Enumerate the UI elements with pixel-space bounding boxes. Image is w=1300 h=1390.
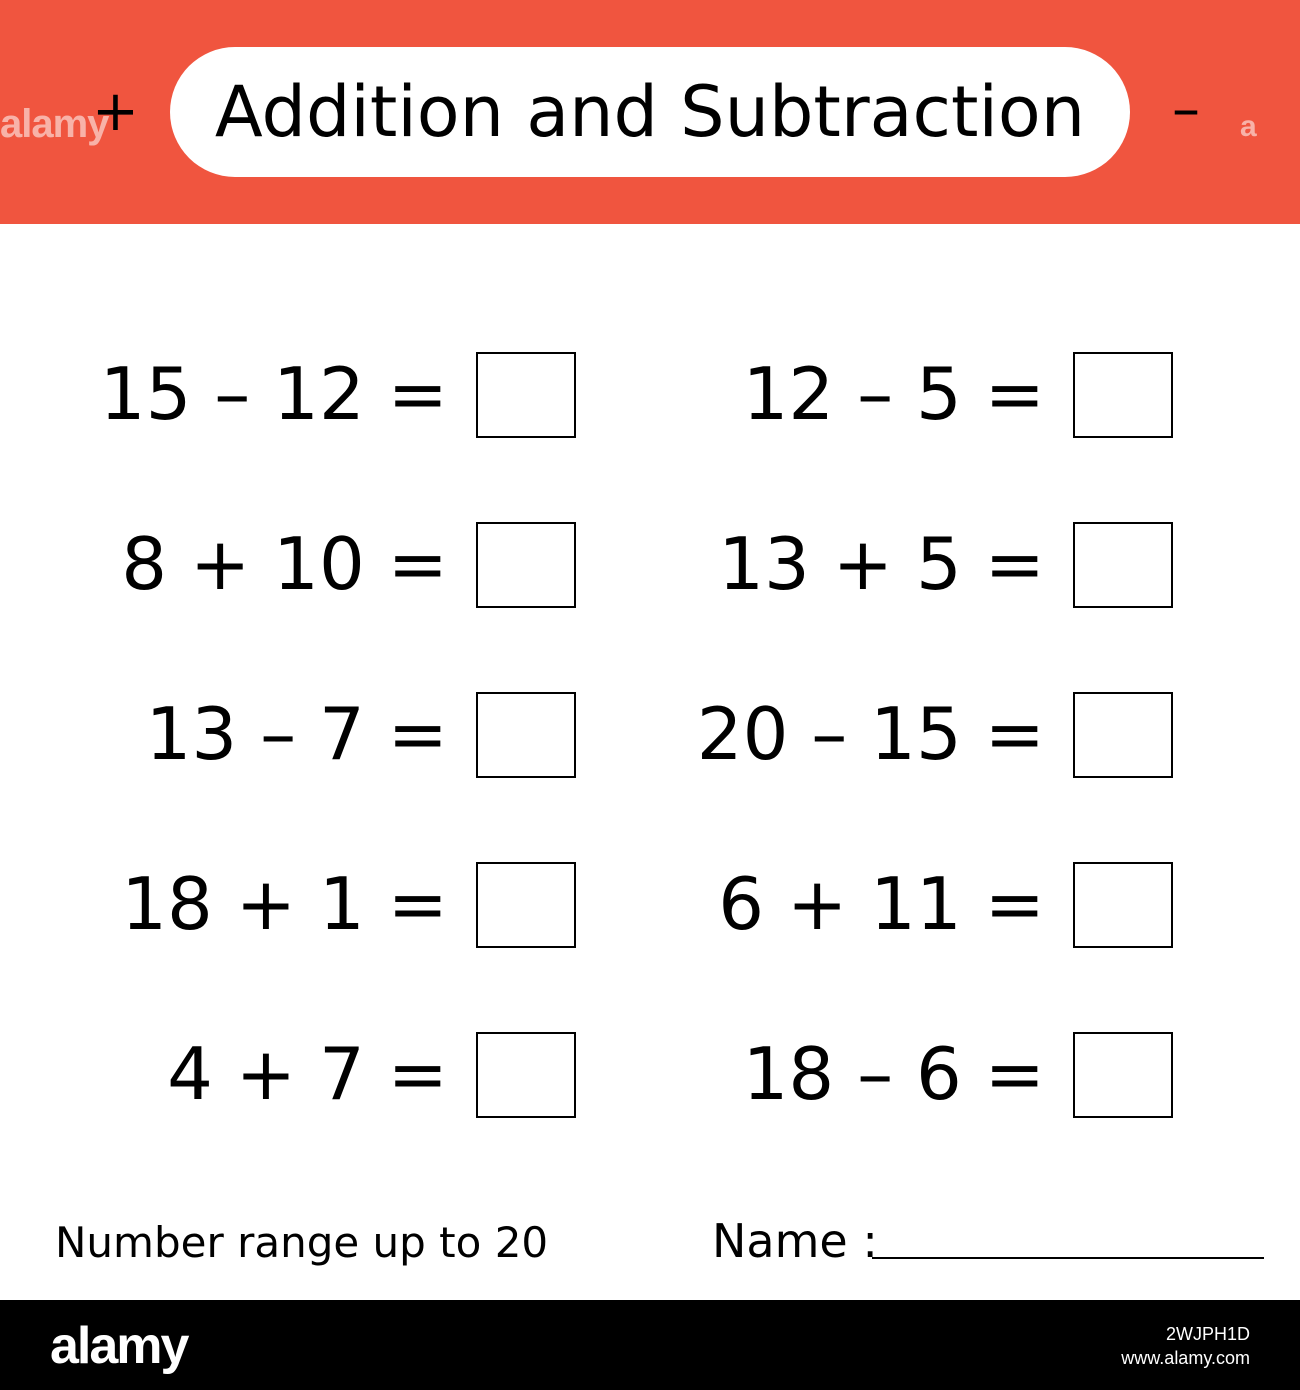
watermark-left: alamy bbox=[0, 102, 109, 146]
alamy-logo: alamy bbox=[50, 1317, 188, 1375]
equation-text: 8 + 10 = bbox=[121, 522, 448, 606]
equation-row bbox=[103, 862, 573, 946]
equation-row bbox=[700, 862, 1170, 946]
equation-text: 15 – 12 = bbox=[99, 352, 448, 436]
equation-row bbox=[700, 522, 1170, 606]
answer-box[interactable] bbox=[1073, 1032, 1173, 1118]
answer-box[interactable] bbox=[476, 522, 576, 608]
name-field[interactable] bbox=[872, 1257, 1264, 1259]
equation-row bbox=[103, 522, 573, 606]
equation-text: 20 – 15 = bbox=[696, 692, 1045, 776]
answer-box[interactable] bbox=[1073, 352, 1173, 438]
number-range-label: Number range up to 20 bbox=[55, 1218, 549, 1267]
name-label: Name : bbox=[712, 1214, 878, 1268]
answer-box[interactable] bbox=[1073, 522, 1173, 608]
equation-row bbox=[103, 1032, 573, 1116]
title-pill bbox=[170, 47, 1130, 177]
equation-text: 4 + 7 = bbox=[167, 1032, 448, 1116]
equation-text: 18 – 6 = bbox=[742, 1032, 1045, 1116]
equation-text: 13 + 5 = bbox=[718, 522, 1045, 606]
equation-row bbox=[103, 692, 573, 776]
answer-box[interactable] bbox=[1073, 862, 1173, 948]
plus-sign-icon: + bbox=[92, 79, 139, 144]
equation-text: 13 – 7 = bbox=[145, 692, 448, 776]
equation-text: 6 + 11 = bbox=[718, 862, 1045, 946]
answer-box[interactable] bbox=[476, 862, 576, 948]
footer-bar bbox=[0, 1300, 1300, 1390]
answer-box[interactable] bbox=[476, 1032, 576, 1118]
answer-box[interactable] bbox=[1073, 692, 1173, 778]
image-credit bbox=[1121, 1322, 1250, 1370]
image-id: 2WJPH1D bbox=[1165, 1324, 1250, 1344]
equation-text: 12 – 5 = bbox=[742, 352, 1045, 436]
answer-box[interactable] bbox=[476, 692, 576, 778]
answer-box[interactable] bbox=[476, 352, 576, 438]
watermark-right: a bbox=[1240, 110, 1257, 143]
page-title: Addition and Subtraction bbox=[214, 71, 1086, 153]
site-url: www.alamy.com bbox=[1121, 1348, 1250, 1368]
equation-row bbox=[700, 352, 1170, 436]
equation-row bbox=[99, 352, 573, 436]
equation-row bbox=[696, 692, 1170, 776]
header-banner bbox=[0, 0, 1300, 224]
equation-row bbox=[700, 1032, 1170, 1116]
equation-text: 18 + 1 = bbox=[121, 862, 448, 946]
minus-sign-icon: – bbox=[1172, 77, 1200, 142]
